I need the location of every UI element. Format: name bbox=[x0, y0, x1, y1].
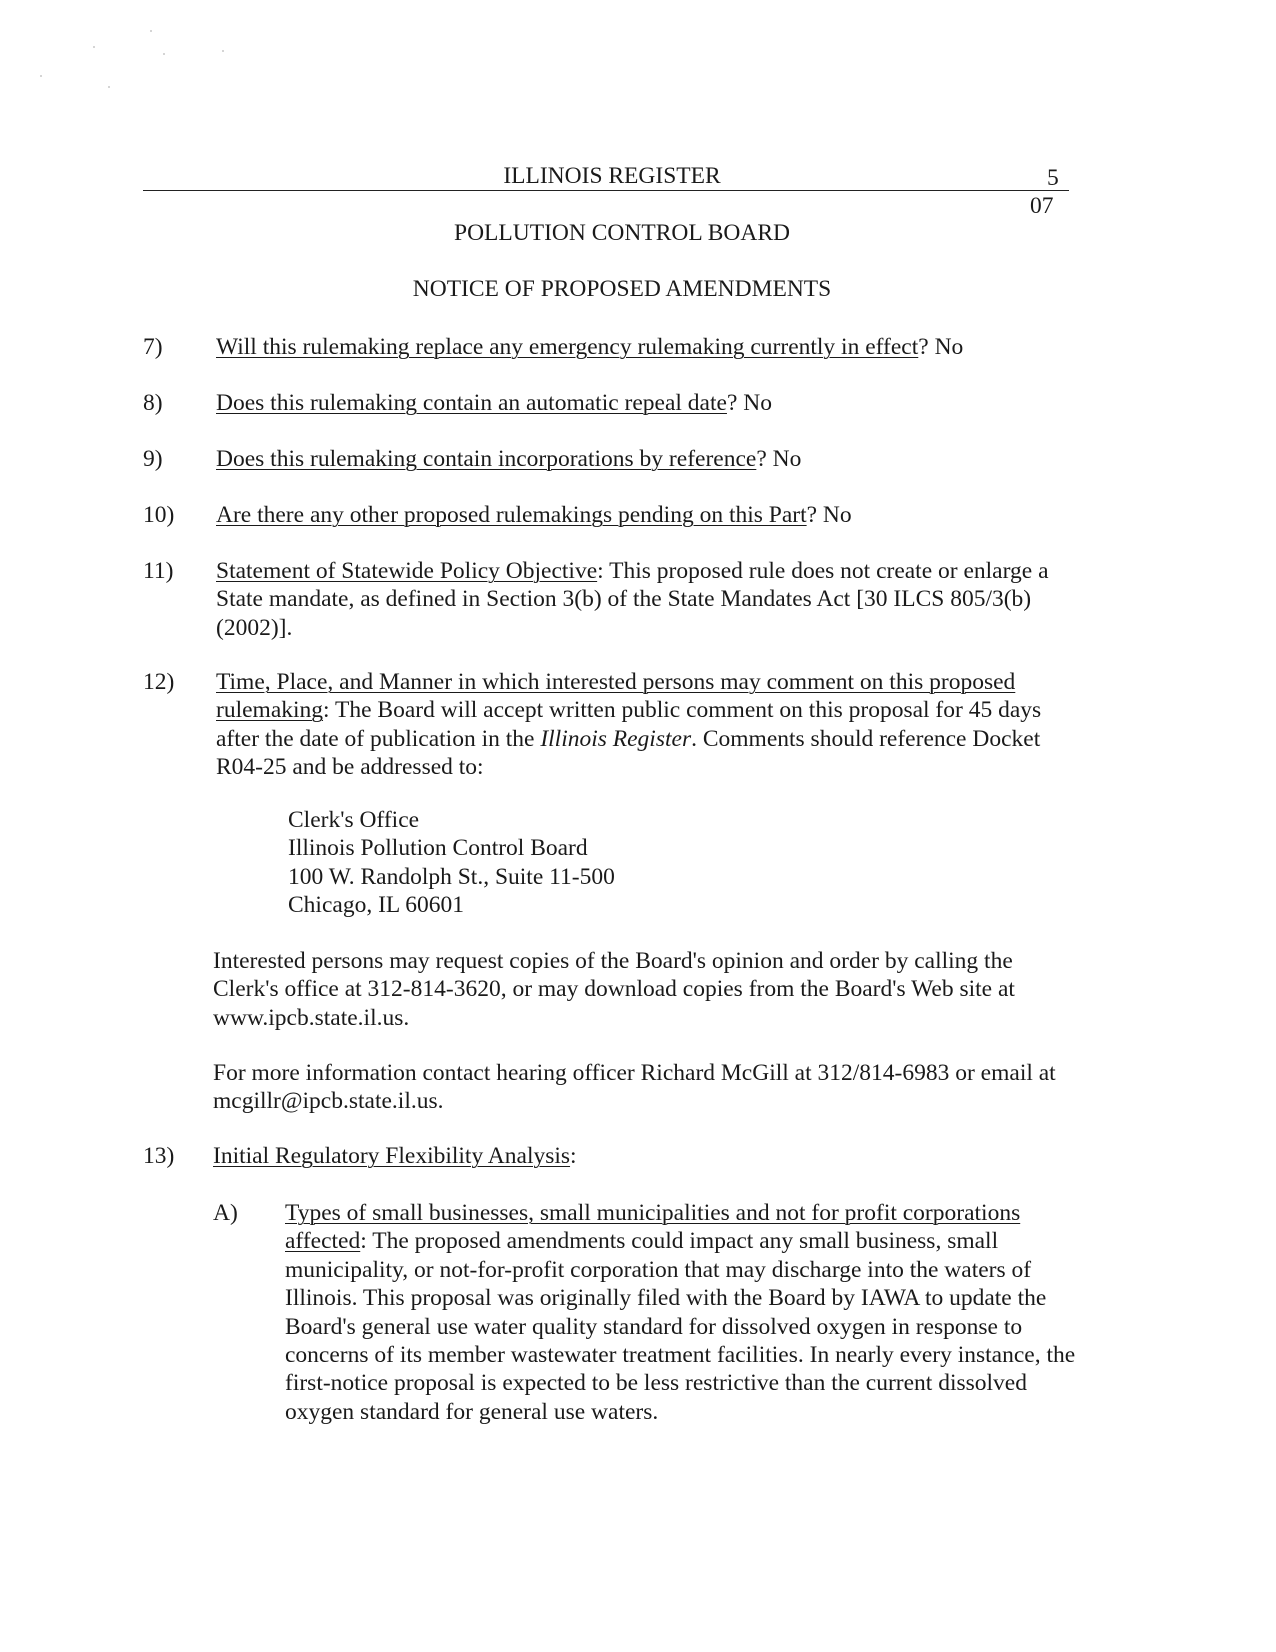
item-body: : This proposed rule does not create or enlarge a State mandate, as defined in Section 3(b) of the State Mandates Act [30 ILCS 805/3(b) (2002)]. bbox=[216, 558, 1049, 641]
register-italic: Illinois Register bbox=[540, 725, 692, 752]
question-text: Does this rulemaking contain incorporations by reference bbox=[216, 446, 757, 472]
item-heading: Initial Regulatory Flexibility Analysis bbox=[213, 1143, 571, 1169]
item-body: : The Board will accept written public comment on this proposal for 45 days after the date of publication in the bbox=[216, 697, 1042, 752]
item-number: 12) bbox=[143, 669, 175, 695]
sub-item-body: : The proposed amendments could impact any small business, small municipality, or not-for-profit corporation that may discharge into the waters of Illinois. This proposal was originally filed with the Board by IAWA to update the Board's general use water quality standard for dissolved oxygen in response to concerns of its member wastewater treatment facilities. In nearly every instance, the first-notice proposal is expected to be less restrictive than the current dissolved oxygen standard for general use waters. bbox=[285, 1228, 1076, 1425]
item-8-question bbox=[216, 389, 772, 417]
item-heading: Time, Place, and Manner in which interested persons may comment on this proposed rulemaking bbox=[216, 669, 1016, 724]
item-13-heading bbox=[213, 1142, 577, 1170]
item-number: 8) bbox=[143, 390, 163, 416]
question-text: Are there any other proposed rulemakings pending on this Part bbox=[216, 502, 807, 528]
item-number: 7) bbox=[143, 334, 163, 360]
answer-text: ? No bbox=[918, 334, 964, 360]
register-title: ILLINOIS REGISTER bbox=[503, 163, 721, 189]
answer-text: ? No bbox=[806, 502, 852, 528]
address-line: Chicago, IL 60601 bbox=[288, 892, 464, 919]
sub-item-a-paragraph bbox=[285, 1199, 1095, 1426]
item-12-paragraph bbox=[216, 668, 1081, 782]
copies-paragraph: Interested persons may request copies of the Board's opinion and order by calling the Clerk's office at 312-814-3620, or may download copies from the Board's Web site at www.ipcb.state.il.us. bbox=[213, 948, 1015, 1031]
address-line: 100 W. Randolph St., Suite 11-500 bbox=[288, 863, 615, 890]
item-10-question bbox=[216, 501, 852, 529]
header-rule bbox=[143, 190, 1069, 191]
notice-title: NOTICE OF PROPOSED AMENDMENTS bbox=[412, 276, 832, 302]
page-number: 5 bbox=[1047, 165, 1059, 191]
heading-suffix: : bbox=[570, 1143, 577, 1169]
item-number: 10) bbox=[143, 502, 175, 528]
item-11-paragraph bbox=[216, 557, 1081, 642]
answer-text: ? No bbox=[756, 446, 802, 472]
agency-title: POLLUTION CONTROL BOARD bbox=[454, 220, 790, 246]
address-line: Illinois Pollution Control Board bbox=[288, 835, 588, 862]
item-number: 11) bbox=[143, 558, 174, 584]
item-heading: Statement of Statewide Policy Objective bbox=[216, 558, 598, 584]
page-suffix: 07 bbox=[1030, 193, 1054, 219]
answer-text: ? No bbox=[726, 390, 772, 416]
item-number: 13) bbox=[143, 1143, 175, 1169]
item-9-question bbox=[216, 445, 801, 473]
sub-item-letter: A) bbox=[213, 1200, 238, 1226]
sub-item-heading: Types of small businesses, small municipalities and not for profit corporations affected bbox=[285, 1200, 1021, 1255]
mailing-address bbox=[288, 806, 888, 920]
item-body-end: . Comments should reference Docket R04-25 and be addressed to: bbox=[216, 725, 1041, 781]
item-number: 9) bbox=[143, 446, 163, 472]
question-text: Does this rulemaking contain an automatic repeal date bbox=[216, 390, 727, 416]
address-line: Clerk's Office bbox=[288, 807, 420, 833]
item-7-question bbox=[216, 333, 963, 361]
question-text: Will this rulemaking replace any emergency rulemaking currently in effect bbox=[216, 334, 919, 360]
contact-paragraph: For more information contact hearing officer Richard McGill at 312/814-6983 or email at mcgillr@ipcb.state.il.us. bbox=[213, 1060, 1056, 1115]
